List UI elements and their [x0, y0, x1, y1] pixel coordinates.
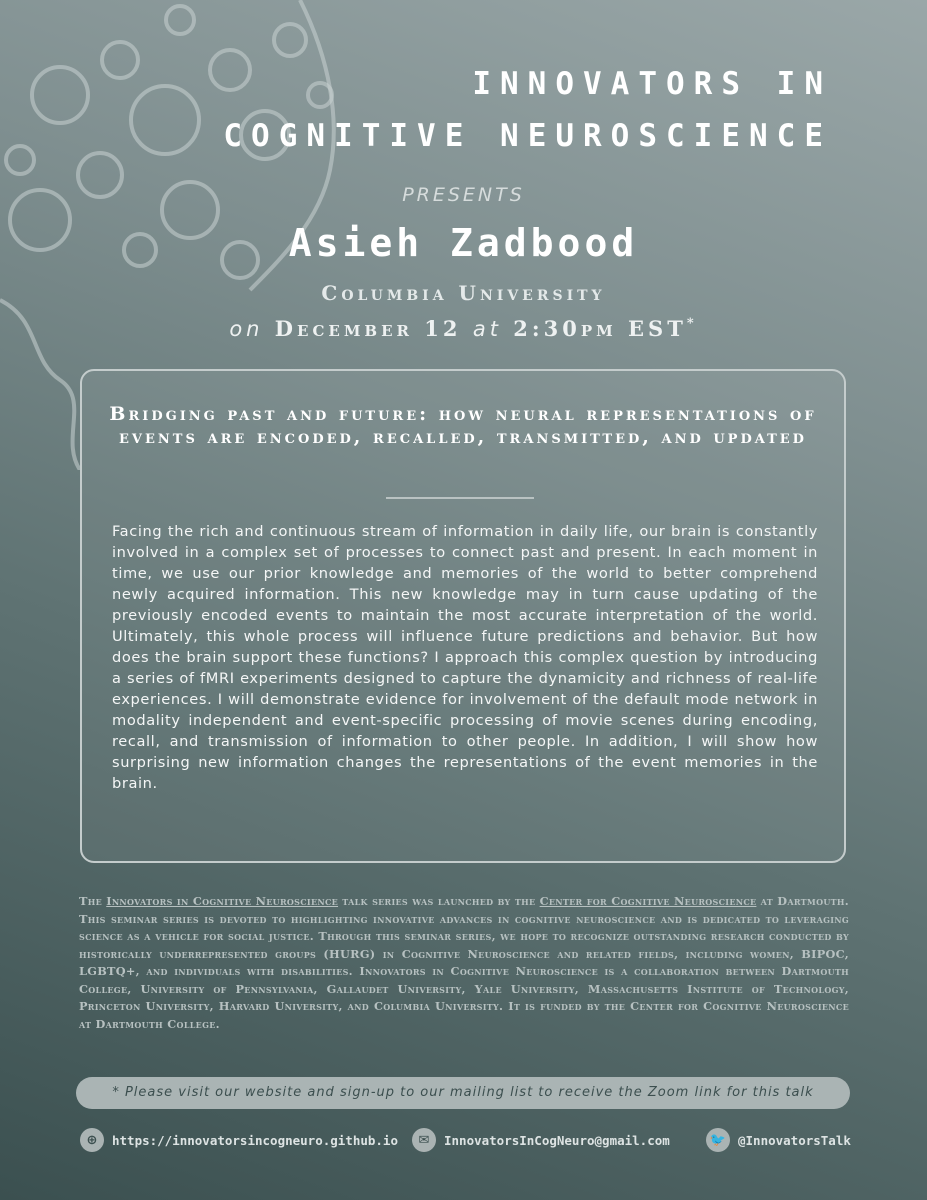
series-title-line2: COGNITIVE NEUROSCIENCE [223, 118, 832, 154]
twitter-handle[interactable]: @InnovatorsTalk [738, 1132, 851, 1148]
twitter-contact[interactable] [706, 1127, 851, 1153]
speaker-affiliation: Columbia University [321, 281, 606, 305]
website-url[interactable]: https://innovatorsincogneuro.github.io [112, 1132, 398, 1148]
time-asterisk: * [686, 316, 698, 331]
speaker-name: Asieh Zadbood [288, 221, 639, 265]
on-word: on [229, 317, 264, 341]
about-text-1: The [79, 894, 107, 908]
website-contact[interactable] [80, 1127, 398, 1153]
mail-icon: ✉ [412, 1128, 436, 1152]
email-address[interactable]: InnovatorsInCogNeuro@gmail.com [444, 1132, 670, 1148]
series-title-line1: INNOVATORS IN [472, 66, 832, 102]
talk-abstract: Facing the rich and continuous stream of information in daily life, our brain is constantly involved in a complex set of processes to connect past and present. In each moment in time, we use our prior knowledge and memories of the world to better comprehend newly acquired information. This new knowledge may in turn cause updating of the previously encoded events to maintain the most accurate interpretation of the world. Ultimately, this whole process will influence future predictions and behavior. But how does the brain support these functions? I approach this complex question by introducing a series of fMRI experiments designed to capture the dynamicity and richness of real-life experiences. I will demonstrate evidence for involvement of the default mode network in modality independent and event-specific processing of movie scenes during encoding, recall, and transmission of information to other people. In addition, I will show how surprising new information changes the representations of the event memories in the brain. [112, 523, 818, 792]
twitter-icon: 🐦 [706, 1128, 730, 1152]
event-date: December 12 [274, 316, 462, 341]
title-divider [386, 497, 534, 499]
about-text-2: talk series was launched by the [338, 894, 540, 908]
at-word: at [472, 317, 502, 341]
event-time: 2:30pm EST [513, 316, 687, 341]
abstract-card [80, 369, 846, 863]
globe-icon: ⊕ [80, 1128, 104, 1152]
center-link[interactable]: Center for Cognitive Neuroscience [539, 894, 757, 908]
about-text-3: at Dartmouth. This seminar series is devoted to highlighting innovative advances in cognitive neuroscience and is dedicated to leveraging science as a vehicle for social justice. Through this seminar series, we hope to recognize outstanding research conducted by historically underrepresented groups (HURG) in Cognitive Neuroscience and related fields, including women, BIPOC, LGBTQ+, and individuals with disabilities. Innovators in Cognitive Neuroscience is a collaboration between Dartmouth College, University of Pennsylvania, Gallaudet University, Yale University, Massachusetts Institute of Technology, Princeton University, Harvard University, and Columbia University. It is funded by the Center for Cognitive Neuroscience at Dartmouth College. [79, 894, 849, 1031]
talk-title: Bridging past and future: how neural representations of events are encoded, recalled, transmitted, and updated [109, 403, 817, 448]
series-link[interactable]: Innovators in Cognitive Neuroscience [106, 894, 339, 908]
zoom-note: * Please visit our website and sign-up to our mailing list to receive the Zoom link for this talk [76, 1077, 850, 1109]
series-description [79, 893, 849, 1033]
presents-label: PRESENTS [402, 184, 525, 206]
email-contact[interactable] [412, 1127, 670, 1153]
event-datetime [0, 316, 927, 341]
